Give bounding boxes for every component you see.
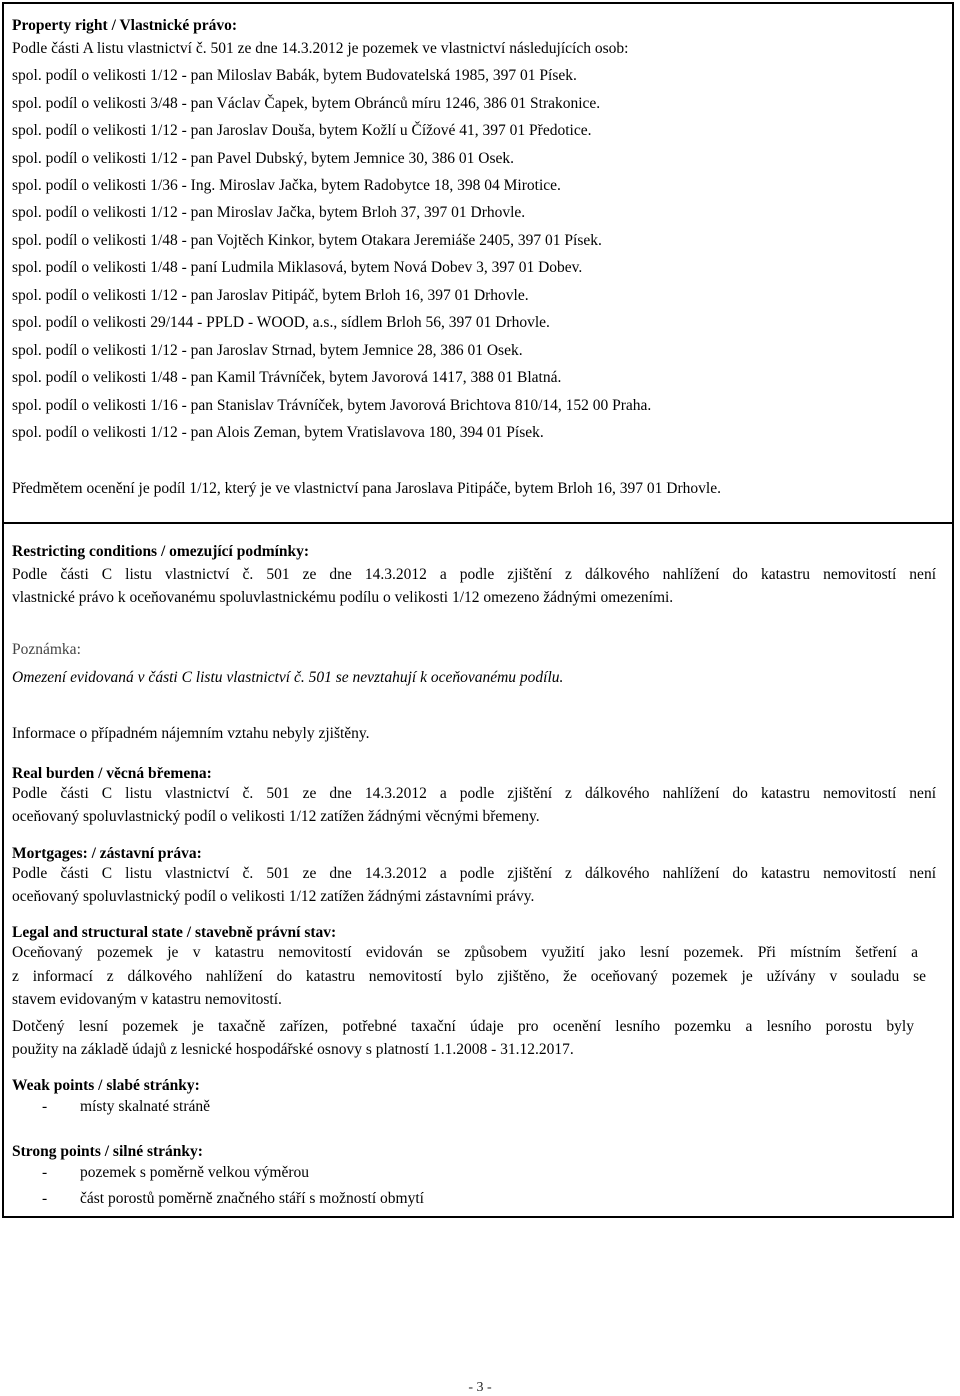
owner-item: spol. podíl o velikosti 1/12 - pan Jaroslav Pitipáč, bytem Brloh 16, 397 01 Drhovle. [12, 287, 529, 304]
weak-points-heading: Weak points / slabé stránky: [12, 1077, 200, 1094]
legal-state-text-line: stavem evidovaným v katastru nemovitostí. [12, 991, 282, 1008]
legal-state-text-line: použity na základě údajů z lesnické hospodářské osnovy s platností 1.1.2008 - 31.12.2017. [12, 1041, 574, 1058]
owner-item: spol. podíl o velikosti 1/48 - paní Ludmila Miklasová, bytem Nová Dobev 3, 397 01 Dobev. [12, 259, 583, 276]
bullet-dash: - [42, 1164, 48, 1181]
owner-item: spol. podíl o velikosti 1/12 - pan Jaroslav Douša, bytem Kožlí u Čížové 41, 397 01 Předotice. [12, 122, 592, 139]
strong-points-item-text: pozemek s poměrně velkou výměrou [80, 1164, 309, 1181]
real-burden-text-line: oceňovaný spoluvlastnický podíl o velikosti 1/12 zatížen žádnými věcnými břemeny. [12, 808, 540, 825]
legal-state-heading: Legal and structural state / stavebně právní stav: [12, 924, 337, 941]
mortgages-heading: Mortgages: / zástavní práva: [12, 845, 202, 862]
restricting-heading: Restricting conditions / omezující podmínky: [12, 543, 310, 560]
legal-state-text-line: Dotčený lesní pozemek je taxačně zařízen, potřebné taxační údaje pro ocenění lesního pozemku a lesního porostu byly [12, 1018, 914, 1035]
property-right-section [2, 2, 954, 524]
owner-item: spol. podíl o velikosti 29/144 - PPLD - WOOD, a.s., sídlem Brloh 56, 397 01 Drhovle. [12, 314, 550, 331]
conditions-section [2, 522, 954, 1218]
lease-info: Informace o případném nájemním vztahu nebyly zjištěny. [12, 725, 370, 742]
restricting-text-line: vlastnické právo k oceňovanému spoluvlastnickému podílu o velikosti 1/12 omezeno žádnými omezeními. [12, 589, 674, 606]
owner-item: spol. podíl o velikosti 3/48 - pan Václav Čapek, bytem Obránců míru 1246, 386 01 Strakonice. [12, 95, 601, 112]
owner-item: spol. podíl o velikosti 1/12 - pan Alois Zeman, bytem Vratislavova 180, 394 01 Písek. [12, 424, 544, 441]
owner-item: spol. podíl o velikosti 1/12 - pan Miroslav Jačka, bytem Brloh 37, 397 01 Drhovle. [12, 204, 526, 221]
owner-item: spol. podíl o velikosti 1/12 - pan Pavel Dubský, bytem Jemnice 30, 386 01 Osek. [12, 150, 514, 167]
strong-points-item-text: část porostů poměrně značného stáří s možností obmytí [80, 1190, 424, 1207]
note-text: Omezení evidovaná v části C listu vlastnictví č. 501 se nevztahují k oceňovanému podílu. [12, 669, 564, 686]
bullet-dash: - [42, 1098, 48, 1115]
mortgages-text-line: Podle části C listu vlastnictví č. 501 ze dne 14.3.2012 a podle zjištění z dálkového nahlížení do katastru nemovitostí není [12, 865, 936, 882]
owner-item: spol. podíl o velikosti 1/16 - pan Stanislav Trávníček, bytem Javorová Brichtova 810/14, 152 00 Praha. [12, 397, 652, 414]
owner-item: spol. podíl o velikosti 1/48 - pan Kamil Trávníček, bytem Javorová 1417, 388 01 Blatná. [12, 369, 562, 386]
page-number: - 3 - [468, 1380, 492, 1395]
owner-item: spol. podíl o velikosti 1/12 - pan Miloslav Babák, bytem Budovatelská 1985, 397 01 Písek. [12, 67, 577, 84]
strong-points-heading: Strong points / silné stránky: [12, 1143, 203, 1160]
real-burden-text-line: Podle části C listu vlastnictví č. 501 ze dne 14.3.2012 a podle zjištění z dálkového nahlížení do katastru nemovitostí není [12, 785, 936, 802]
owner-item: spol. podíl o velikosti 1/12 - pan Jaroslav Strnad, bytem Jemnice 28, 386 01 Osek. [12, 342, 523, 359]
property-right-heading: Property right / Vlastnické právo: [12, 17, 238, 34]
note-label: Poznámka: [12, 641, 81, 658]
real-burden-heading: Real burden / věcná břemena: [12, 765, 212, 782]
property-right-intro: Podle části A listu vlastnictví č. 501 ze dne 14.3.2012 je pozemek ve vlastnictví následujících osob: [12, 40, 629, 57]
weak-points-item-text: místy skalnaté stráně [80, 1098, 210, 1115]
mortgages-text-line: oceňovaný spoluvlastnický podíl o velikosti 1/12 zatížen žádnými zástavními právy. [12, 888, 535, 905]
valuation-subject: Předmětem ocenění je podíl 1/12, který je ve vlastnictví pana Jaroslava Pitipáče, bytem Brloh 16, 397 01 Drhovle. [12, 480, 721, 497]
restricting-text-line: Podle části C listu vlastnictví č. 501 ze dne 14.3.2012 a podle zjištění z dálkového nahlížení do katastru nemovitostí není [12, 566, 936, 583]
legal-state-text-line: z informací z dálkového nahlížení do katastru nemovitostí bylo zjištěno, že oceňovaný pozemek je užívány v souladu se [12, 968, 926, 985]
legal-state-text-line: Oceňovaný pozemek je v katastru nemovitostí evidován se způsobem využití jako lesní pozemek. Při místním šetření a [12, 944, 918, 961]
bullet-dash: - [42, 1190, 48, 1207]
owner-item: spol. podíl o velikosti 1/48 - pan Vojtěch Kinkor, bytem Otakara Jeremiáše 2405, 397 01 Písek. [12, 232, 602, 249]
owner-item: spol. podíl o velikosti 1/36 - Ing. Miroslav Jačka, bytem Radobytce 18, 398 04 Mirotice. [12, 177, 561, 194]
